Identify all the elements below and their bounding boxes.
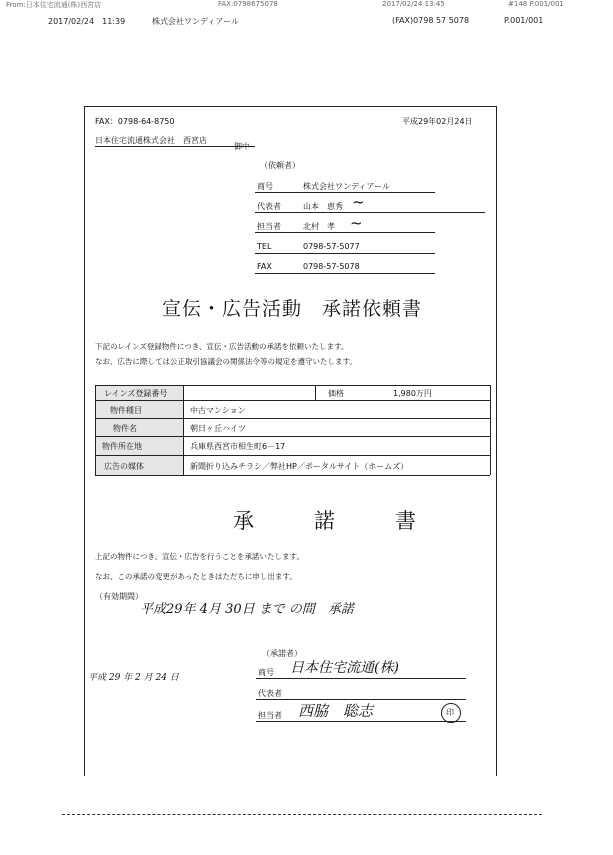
- requester-value: 北村 孝: [303, 222, 335, 231]
- consentor-line: [256, 721, 466, 722]
- requester-label: 担当者: [257, 222, 281, 231]
- recv-sender: 株式会社ワンディアール: [152, 17, 239, 26]
- consent-title: 承 諾 書: [233, 509, 422, 533]
- requester-value: 0798-57-5078: [303, 262, 360, 271]
- signature-mark: ~: [350, 214, 363, 232]
- table-line: [315, 385, 316, 400]
- consentor-label: 代表者: [258, 689, 282, 698]
- addressee-suffix: 御中: [234, 142, 250, 151]
- recv-page: P.001/001: [504, 16, 544, 25]
- table-value: 朝日ヶ丘ハイツ: [190, 424, 246, 433]
- requester-value: 0798-57-5077: [303, 242, 360, 251]
- requester-line: [255, 253, 435, 254]
- table-value: 新聞折り込みチラシ／弊社HP／ポータルサイト（ホームズ）: [190, 462, 409, 471]
- requester-label: TEL: [257, 242, 272, 251]
- table-label: 物件名: [113, 424, 137, 433]
- seal-text: 印: [446, 708, 454, 717]
- table-line: [95, 385, 490, 386]
- table-line: [95, 455, 490, 456]
- period-label: （有効期間）: [95, 592, 143, 601]
- price-label: 価格: [328, 389, 344, 398]
- recv-fax: (FAX)0798 57 5078: [392, 16, 470, 25]
- requester-label: FAX: [257, 262, 272, 271]
- requester-line: [255, 273, 435, 274]
- consentor-heading: （承諾者）: [262, 649, 302, 658]
- addressee-underline: [95, 146, 255, 147]
- consentor-label: 担当者: [258, 711, 282, 720]
- table-value: 中古マンション: [190, 406, 246, 415]
- consent-date: 平成 29 年 2 月 24 日: [88, 673, 179, 683]
- document-title: 宣伝・広告活動 承諾依頼書: [162, 298, 423, 320]
- intro-text: 下記のレインズ登録物件につき、宣伝・広告活動の承諾を依頼いたします。: [95, 342, 349, 351]
- table-label: 広告の媒体: [104, 462, 144, 471]
- consent-text: 上記の物件につき、宣伝・広告を行うことを承諾いたします。: [95, 552, 304, 561]
- table-line: [183, 385, 184, 475]
- table-line: [490, 385, 491, 475]
- table-line: [95, 400, 490, 401]
- fax-header-fax: FAX:0798675078: [218, 0, 278, 8]
- consentor-line: [256, 678, 466, 679]
- period-value: 平成29年 4月 30日 まで の間 承諾: [140, 602, 354, 617]
- requester-label: 代表者: [257, 202, 281, 211]
- table-value: 兵庫県西宮市相生町6－17: [190, 442, 286, 451]
- price-value: 1,980万円: [393, 389, 432, 398]
- fax-header-page: #148 P.001/001: [508, 0, 564, 8]
- fax-header-sender: From:日本住宅流通(株)西宮店: [6, 1, 102, 9]
- addressee: 日本住宅流通株式会社 西宮店: [95, 136, 207, 145]
- fax-header-date: 2017/02/24 13:45: [382, 0, 445, 8]
- consentor-value: 日本住宅流通(株): [290, 660, 399, 676]
- consentor-label: 商号: [258, 668, 274, 677]
- table-line: [95, 436, 490, 437]
- consentor-value: 西脇 聡志: [298, 702, 374, 720]
- signature-mark: ~: [352, 193, 365, 211]
- requester-value: 山本 恵秀: [303, 202, 343, 211]
- table-line: [95, 418, 490, 419]
- fax-to: FAX：0798-64-8750: [95, 117, 175, 126]
- bottom-rule: [62, 814, 542, 815]
- requester-value: 株式会社ワンディアール: [303, 182, 390, 191]
- requester-line: [255, 232, 435, 233]
- table-label: 物件種目: [110, 406, 142, 415]
- consent-text: なお、この承諾の変更があったときはただちに申し出ます。: [95, 572, 297, 581]
- intro-text: なお、広告に際しては公正取引協議会の関係法令等の規定を遵守いたします。: [95, 357, 357, 366]
- table-line: [95, 475, 490, 476]
- requester-heading: （依頼者）: [260, 161, 300, 170]
- table-label: レインズ登録番号: [104, 389, 168, 398]
- requester-line: [255, 192, 435, 193]
- table-line: [95, 385, 96, 475]
- recv-datetime: 2017/02/24 11:39: [48, 17, 126, 26]
- requester-label: 商号: [257, 182, 273, 191]
- table-label: 物件所在地: [102, 442, 142, 451]
- requester-line: [255, 212, 485, 213]
- document-date: 平成29年02月24日: [402, 117, 473, 126]
